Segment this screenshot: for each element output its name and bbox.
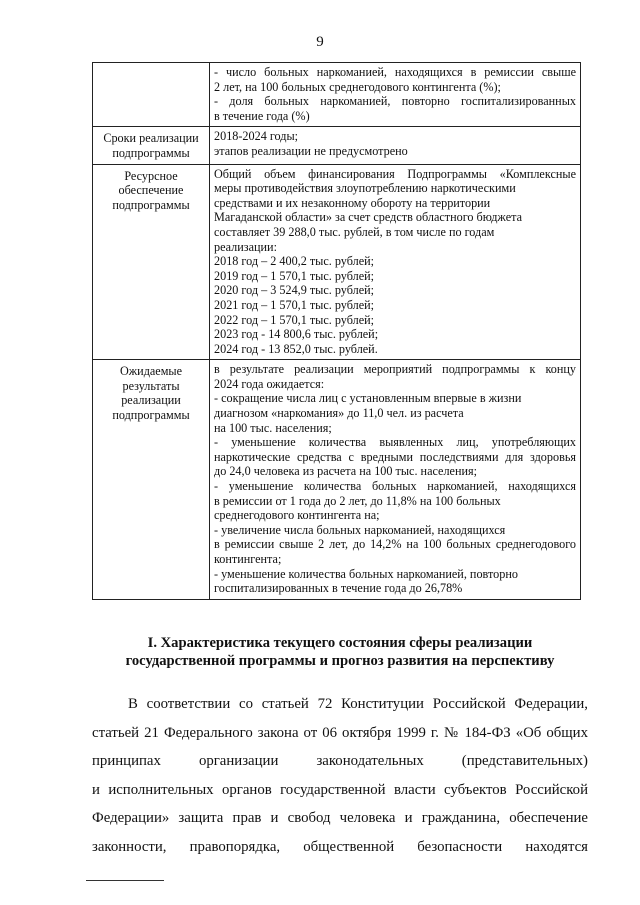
row-label-cell	[93, 360, 210, 600]
row-value-line: средствами и их незаконному обороту на территории	[214, 195, 491, 210]
row-value-line: 2018-2024 годы;	[214, 129, 299, 144]
row-value-line: 2020 год – 3 524,9 тыс. рублей;	[214, 283, 375, 298]
row-value-line: - сокращение числа лиц с установленным впервые в жизни	[214, 391, 522, 406]
row-value-cell	[210, 63, 581, 127]
row-value-line: в ремиссии от 1 года до 2 лет, до 11,8% на 100 больных	[214, 493, 501, 508]
section-title	[80, 634, 600, 670]
row-value-line: составляет 39 288,0 тыс. рублей, в том числе по годам	[214, 224, 495, 239]
row-value-line: 2018 год – 2 400,2 тыс. рублей;	[214, 254, 375, 269]
row-value-line: - число больных наркоманией, находящихся в ремиссии свыше	[214, 65, 576, 79]
row-value-line: Общий объем финансирования Подпрограммы «Комплексные	[214, 166, 576, 181]
row-label-cell	[93, 63, 210, 127]
row-value-cell	[210, 164, 581, 360]
table-row	[93, 360, 581, 600]
page-number: 9	[316, 34, 324, 50]
paragraph-line: и исполнительных органов государственной власти субъектов Российской	[92, 781, 588, 798]
row-value-line: этапов реализации не предусмотрено	[214, 143, 408, 158]
row-value-line: на 100 тыс. населения;	[214, 420, 332, 435]
row-value-line: - доля больных наркоманией, повторно госпитализированных	[214, 94, 576, 109]
paragraph-line: Федерации» защита прав и свобод человека и гражданина, обеспечение	[92, 810, 588, 826]
row-value-line: 2024 года ожидается:	[214, 376, 325, 391]
paragraph-line: принципах организации законодательных (представительных)	[92, 753, 588, 769]
row-value-line: 2023 год - 14 800,6 тыс. рублей;	[214, 327, 379, 342]
row-label-cell	[93, 127, 210, 164]
table-row	[93, 63, 581, 127]
table-body	[93, 63, 581, 600]
row-value-line: до 24,0 человека из расчета на 100 тыс. населения;	[214, 464, 477, 479]
table-row	[93, 164, 581, 360]
row-value-line: - уменьшение количества больных наркоманией, повторно	[214, 566, 518, 581]
row-label-line: подпрограммы	[112, 408, 190, 423]
table-row	[93, 127, 581, 164]
row-value-line: в течение года (%)	[214, 108, 310, 123]
row-value-line: 2024 год - 13 852,0 тыс. рублей.	[214, 341, 378, 356]
row-value-line: госпитализированных в течение года до 26,78%	[214, 581, 463, 596]
paragraph-line: законности, правопорядка, общественной безопасности находятся	[92, 838, 588, 855]
row-label-line: Сроки реализации	[103, 131, 199, 146]
row-value-line: - увеличение числа больных наркоманией, находящихся	[214, 522, 506, 537]
row-label-line: подпрограммы	[112, 197, 190, 212]
row-value-line: - уменьшение количества больных наркоманией, находящихся	[214, 479, 576, 494]
paragraph-line: В соответствии со статьей 72 Конституции Российской Федерации,	[128, 696, 588, 712]
row-label-line: реализации	[121, 393, 181, 408]
row-value-cell	[210, 360, 581, 600]
section-title-line: государственной программы и прогноз развития на перспективу	[125, 653, 555, 669]
row-value-line: 2019 год – 1 570,1 тыс. рублей;	[214, 268, 375, 283]
subprogram-passport-table	[92, 62, 581, 600]
row-label-line: Ресурсное	[124, 168, 178, 183]
row-value-line: 2022 год – 1 570,1 тыс. рублей;	[214, 312, 375, 327]
row-label-line: Ожидаемые	[119, 364, 183, 379]
row-value-cell	[210, 127, 581, 164]
row-value-line: 2021 год – 1 570,1 тыс. рублей;	[214, 297, 375, 312]
body-paragraph	[92, 690, 588, 861]
row-value-line: диагнозом «наркомания» до 11,0 чел. из расчета	[214, 406, 464, 421]
section-title-line: I. Характеристика текущего состояния сферы реализации	[147, 635, 533, 651]
row-label-line: результаты	[122, 378, 180, 393]
row-value-line: реализации:	[214, 239, 277, 254]
row-value-line: меры противодействия злоупотреблению наркотическими	[214, 181, 516, 196]
row-value-line: в ремиссии свыше 2 лет, до 14,2% на 100 больных среднегодового	[214, 537, 576, 552]
row-label-line: обеспечение	[118, 183, 184, 198]
row-value-line: в результате реализации мероприятий подпрограммы к концу	[214, 362, 576, 377]
row-value-line: 2 лет, на 100 больных среднегодового контингента (%);	[214, 79, 501, 94]
row-value-line: наркотические средства с вредными последствиями для здоровья	[214, 449, 576, 464]
row-value-line: Магаданской области» за счет средств областного бюджета	[214, 210, 522, 225]
row-label-cell	[93, 164, 210, 360]
row-value-line: контингента;	[214, 552, 282, 566]
paragraph-line: статьей 21 Федерального закона от 06 октября 1999 г. № 184-ФЗ «Об общих	[92, 724, 588, 741]
footnote-separator	[86, 880, 164, 881]
row-value-line: - уменьшение количества выявленных лиц, употребляющих	[214, 435, 576, 450]
row-label-line: подпрограммы	[112, 145, 190, 160]
row-value-line: среднегодового контингента на;	[214, 508, 380, 523]
